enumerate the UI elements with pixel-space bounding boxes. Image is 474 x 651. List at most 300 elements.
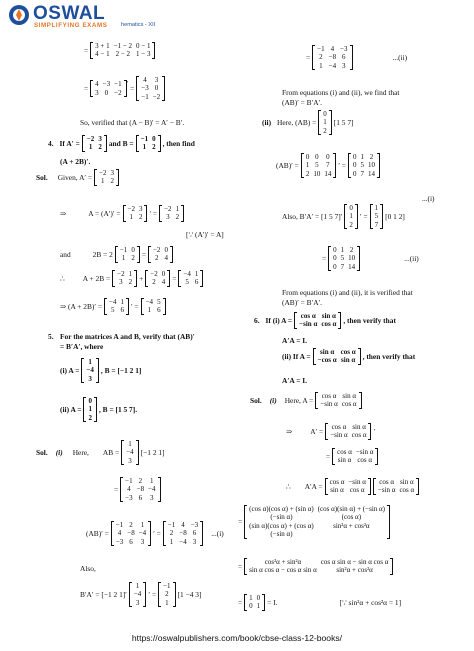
matrix-cell: −3	[141, 84, 149, 93]
matrix-cell: 10	[348, 254, 356, 263]
matrix-row	[86, 414, 94, 422]
matrix-cell: 1	[305, 161, 310, 170]
matrix-row	[93, 89, 123, 97]
matrix	[312, 45, 352, 70]
matrix-cell: −sin α	[355, 448, 374, 456]
matrix-row	[166, 529, 200, 537]
matrix-row	[331, 254, 357, 262]
matrix-cell: 0	[352, 161, 357, 170]
matrix-grid	[118, 246, 137, 263]
matrix-cell: cos α	[321, 320, 337, 329]
matrix-cell: 1	[128, 270, 133, 278]
matrix-bracket-right	[350, 45, 353, 70]
matrix-cell: 4	[164, 254, 168, 263]
matrix-bracket-right	[173, 582, 176, 607]
matrix-cell: sin α	[320, 348, 335, 356]
matrix	[294, 312, 341, 329]
matrix-row	[347, 212, 355, 220]
matrix-cell: 2	[128, 278, 133, 287]
matrix-row	[318, 392, 358, 400]
matrix-cell: 4	[330, 45, 335, 53]
matrix-cell: (−sin α)	[270, 530, 293, 539]
matrix-row	[115, 270, 134, 278]
matrix-cell: 14	[324, 169, 332, 178]
matrix-row	[347, 204, 355, 212]
matrix-cell: sin α	[337, 456, 352, 465]
transpose-mark: ′	[126, 80, 129, 89]
matrix	[112, 270, 137, 287]
matrix-grid	[328, 478, 368, 495]
question-5-text-2: = B′A′, where	[60, 342, 104, 351]
matrix-row	[139, 143, 158, 151]
matrix-cell: 3	[192, 537, 197, 546]
matrix-grid	[115, 270, 134, 287]
matrix-grid	[124, 440, 135, 465]
matrix-cell	[316, 530, 387, 538]
q5-part-i: (i) A = 1 −4 3 , B = [−1 2 1]	[60, 358, 142, 383]
matrix-cell: 1	[140, 521, 145, 529]
matrix-cell: sin²α + cos²α	[333, 521, 370, 530]
matrix-row	[321, 110, 329, 118]
matrix-bracket-right	[134, 270, 137, 287]
matrix-row	[93, 80, 123, 88]
matrix-cell: 1	[323, 118, 327, 127]
matrix-row	[331, 263, 357, 271]
matrix-bracket-right	[333, 153, 336, 178]
matrix-cell: −8	[179, 529, 187, 538]
matrix-row	[321, 127, 329, 135]
matrix-bracket-right	[148, 521, 151, 546]
matrix-row	[316, 356, 358, 364]
q5-part-ii: (ii) A = 0 1 2 , B = [1 5 7].	[60, 397, 138, 422]
matrix-row	[315, 53, 349, 61]
matrix-cell: −4	[328, 61, 337, 70]
matrix-cell: −1	[115, 521, 124, 529]
matrix-bracket-right	[181, 205, 184, 222]
matrix-cell: sin α	[330, 486, 344, 495]
matrix	[123, 205, 148, 222]
matrix-cell: 0	[333, 246, 337, 254]
matrix-row	[304, 153, 334, 161]
matrix	[148, 246, 173, 263]
two-b-line: and 2B = 2 −1 0 1 2 = −2 0 2 4	[60, 246, 175, 263]
matrix-cell: sin α	[341, 356, 356, 365]
matrix-row	[126, 205, 145, 213]
matrix-cell: cos α	[340, 348, 356, 356]
matrix-cell: 0	[333, 254, 337, 263]
matrix-cell: 3	[135, 598, 140, 607]
matrix-row	[321, 118, 329, 126]
matrix-cell: cos α	[379, 478, 395, 486]
matrix-cell: cos α sin α − sin α cos α	[320, 558, 389, 566]
matrix-grid	[85, 135, 104, 152]
ab-transpose: (AB)′ = −1 2 1 4 −8 −4 −3 6 3 ′ = −1 4 −3 2 −8 6 1 −4 3 ...(i)	[86, 521, 224, 546]
matrix-cell: 3	[119, 278, 123, 287]
matrix	[104, 298, 129, 315]
matrix	[373, 478, 419, 495]
question-6-i: 6. If (i) A = cos α sin α −sin α cos α , then verify that	[254, 312, 396, 329]
matrix-cell: 5	[315, 161, 319, 170]
matrix-cell: −sin α	[320, 400, 338, 409]
question-6-ii: (ii) If A = sin α cos α −cos α sin α , then verify that	[282, 348, 416, 365]
matrix-grid	[247, 558, 390, 575]
matrix-cell: 2	[169, 529, 174, 538]
matrix-cell: 5	[157, 298, 161, 306]
matrix-row	[247, 530, 387, 538]
matrix-row	[315, 45, 349, 53]
matrix-cell: 3	[138, 205, 143, 213]
matrix-cell: cos α	[351, 431, 367, 440]
matrix-row	[328, 486, 368, 494]
matrix-cell: 2	[369, 153, 374, 161]
sol-given: Sol. Given, A′ = −2 3 1 2	[36, 169, 121, 186]
matrix-cell: 1	[121, 254, 126, 263]
matrix-row	[161, 582, 172, 590]
matrix-cell: 1	[256, 602, 261, 611]
matrix	[332, 448, 378, 465]
matrix-grid	[107, 298, 126, 315]
matrix-cell: −3	[340, 45, 348, 53]
q6-i-result: A′A = I.	[282, 336, 307, 345]
matrix-cell: −4	[179, 537, 187, 546]
matrix-cell: −3	[190, 521, 199, 529]
from-equations-1: From equations (i) and (ii), we find that	[282, 88, 400, 97]
matrix-cell: 1	[88, 358, 92, 366]
matrix-cell: −sin α	[348, 478, 366, 486]
matrix-cell: 2	[138, 477, 143, 485]
matrix-row	[84, 375, 96, 383]
matrix-cell: 1	[101, 177, 105, 186]
matrix-cell: −4	[133, 590, 142, 599]
question-4: 4. If A′ = −2 3 1 2 and B = −1 0 1 2 , then find	[48, 135, 195, 152]
matrix-row	[97, 169, 116, 177]
matrix-cell: 4	[161, 278, 166, 287]
matrix-cell: cos α	[349, 486, 365, 495]
from-equations-2: From equations (i) and (ii), it is verified that	[282, 288, 413, 297]
matrix-cell: 0	[164, 246, 168, 254]
matrix-grid	[132, 582, 143, 607]
matrix-cell: 4	[181, 521, 185, 529]
matrix-row	[335, 448, 375, 456]
brand-name: OSWAL	[33, 3, 106, 24]
matrix-grid	[144, 298, 163, 315]
matrix-cell: −sin α	[299, 320, 318, 329]
matrix-grid	[335, 448, 375, 465]
matrix-cell: 2	[323, 126, 327, 135]
matrix-cell: 7	[360, 169, 364, 178]
matrix-cell: cos α	[331, 423, 347, 431]
matrix-cell: sin α cos α − cos α sin α	[249, 566, 317, 575]
matrix-row	[93, 42, 152, 50]
matrix-cell: 6	[192, 529, 197, 538]
matrix-cell: 7	[374, 220, 379, 229]
matrix-row	[132, 590, 143, 598]
matrix-cell: cos α	[329, 478, 345, 486]
a-transpose-line: ⇒ A = (A′)′ = −2 3 1 2 ′ = −2 1 3 2	[60, 205, 186, 222]
matrix-grid	[247, 594, 262, 611]
matrix-cell: −1	[119, 246, 128, 254]
matrix-cell: 0	[161, 270, 166, 278]
matrix-cell: cos α	[341, 400, 357, 409]
matrix-grid	[148, 270, 167, 287]
matrix-cell: 0	[326, 153, 330, 161]
matrix-bracket-right	[358, 348, 361, 365]
matrix-row	[123, 485, 157, 493]
r-ab-transpose: (AB)′ = 0 0 0 1 5 7 2 10 14 ′ = 0 1 2 0 5 10 0 7 14	[276, 153, 382, 178]
matrix-row	[151, 254, 170, 262]
matrix	[163, 521, 203, 546]
matrix-grid	[139, 135, 158, 152]
matrix-cell: 1	[88, 143, 93, 152]
matrix	[318, 110, 332, 135]
matrix-grid	[86, 397, 94, 422]
from-equations-1b: (AB)′ = B′A′.	[282, 98, 323, 107]
matrix-grid	[84, 358, 96, 383]
matrix-row	[304, 170, 334, 178]
matrix	[121, 440, 138, 465]
matrix-bracket-right	[368, 423, 371, 440]
matrix-row	[373, 212, 381, 220]
matrix-cell: 2	[175, 213, 180, 222]
matrix-bracket-right	[329, 110, 332, 135]
matrix-cell: −2	[164, 205, 172, 213]
matrix-cell: cos α	[399, 486, 415, 495]
matrix-cell: 0	[154, 84, 159, 93]
matrix-cell: 2	[165, 590, 169, 599]
matrix-row	[351, 153, 377, 161]
r-part-ii: (ii) Here, (AB) = 0 1 2 [1 5 7]	[262, 110, 354, 135]
matrix-cell: sin α	[342, 392, 357, 400]
matrix-cell: 6	[138, 493, 143, 502]
verified-text: So, verified that (A − B)′ = A′ − B′.	[80, 118, 185, 127]
matrix	[94, 169, 119, 186]
matrix-row	[114, 529, 148, 537]
matrix-grid	[123, 477, 157, 502]
matrix-cell: 6	[194, 278, 199, 287]
r-a-prime: ⇒ A′ = cos α sin α −sin α cos α ′	[286, 423, 376, 440]
matrix-bracket-right	[200, 521, 203, 546]
matrix-cell: cos α	[337, 448, 352, 456]
matrix-row	[161, 590, 172, 598]
matrix-row	[124, 448, 135, 456]
matrix-cell: 6	[129, 537, 133, 546]
matrix	[244, 594, 265, 611]
matrix	[159, 205, 184, 222]
r-ref-i: ...(i)	[422, 194, 435, 203]
matrix-row	[247, 505, 387, 513]
matrix-grid	[162, 205, 181, 222]
matrix-row	[148, 278, 167, 286]
subject-label: hematics - XII	[121, 22, 156, 28]
matrix-grid	[139, 76, 162, 101]
matrix-cell: 1	[249, 594, 253, 602]
matrix-row	[373, 221, 381, 229]
matrix-cell: 2	[152, 278, 156, 287]
matrix-grid	[161, 582, 172, 607]
matrix-cell: 1 − 3	[136, 50, 151, 59]
matrix-bracket-right	[357, 246, 360, 271]
matrix-cell: 6	[157, 306, 161, 315]
matrix-grid	[376, 478, 416, 495]
matrix-row	[115, 278, 134, 286]
matrix-cell: 2 − 2	[115, 50, 131, 59]
eq-line-2: = 4 −3 −1 3 0 −2 ′ = 4 3 −3 0 −1 −2	[84, 76, 167, 101]
matrix-cell: 0 − 1	[136, 42, 151, 50]
matrix	[348, 153, 380, 178]
matrix-row	[376, 478, 416, 486]
matrix-cell: (cos α)	[341, 513, 362, 522]
matrix	[301, 153, 337, 178]
matrix	[90, 42, 155, 59]
matrix-cell: 2	[129, 521, 133, 529]
matrix-cell: 3	[150, 493, 154, 502]
matrix	[141, 298, 166, 315]
matrix-cell: 0	[352, 169, 357, 178]
matrix-cell: −1	[141, 92, 149, 101]
matrix-cell: −4	[183, 270, 191, 278]
matrix	[111, 521, 151, 546]
matrix	[325, 423, 371, 440]
matrix-row	[132, 599, 143, 607]
matrix-cell: 1	[142, 143, 147, 152]
question-5-text: For the matrices A and B, verify that (AB)′	[60, 332, 195, 341]
eq-line-1: = 3 + 1 −1 − 2 0 − 1 4 − 1 2 − 2 1 − 3	[84, 42, 157, 59]
ab-result: = −1 2 1 4 −8 −4 −3 6 3	[114, 477, 163, 502]
matrix-row	[126, 213, 145, 221]
matrix-bracket-right	[380, 204, 383, 229]
matrix-cell: 3	[88, 374, 92, 383]
matrix-cell: −sin α	[377, 486, 396, 495]
matrix-grid	[181, 270, 200, 287]
matrix-row	[315, 62, 349, 70]
matrix-cell: 3 + 1	[95, 42, 110, 50]
matrix-bracket-right	[162, 76, 165, 101]
matrix	[81, 358, 99, 383]
r-line-1: = −1 4 −3 2 −8 6 1 −4 3 ...(ii)	[306, 45, 408, 70]
matrix-cell: −4	[109, 298, 117, 306]
matrix-bracket-right	[377, 153, 380, 178]
matrix-cell: 0	[131, 246, 135, 254]
matrix-cell: 2	[131, 254, 135, 263]
matrix-cell: 2	[154, 254, 159, 263]
matrix	[325, 478, 371, 495]
matrix-row	[118, 254, 137, 262]
matrix-bracket-right	[152, 42, 155, 59]
matrix-row	[139, 135, 158, 143]
matrix-bracket-right	[375, 448, 378, 465]
matrix-row	[124, 457, 135, 465]
matrix-cell: 0	[333, 262, 337, 271]
from-equations-2b: (AB)′ = B′A′.	[282, 298, 323, 307]
matrix-row	[97, 177, 116, 185]
matrix-row	[84, 366, 96, 374]
matrix-cell: 2	[88, 413, 92, 422]
matrix-cell: 1	[169, 537, 174, 546]
matrix-cell: (cos α)(cos α) + (sin α)	[249, 505, 314, 513]
matrix-grid	[97, 169, 116, 186]
matrix-cell: 1	[319, 61, 323, 70]
matrix-row	[318, 400, 358, 408]
matrix-row	[107, 306, 126, 314]
matrix-row	[316, 348, 358, 356]
matrix-cell: 1	[88, 405, 92, 414]
matrix-row	[107, 298, 126, 306]
matrix-grid	[373, 204, 381, 229]
matrix-grid	[151, 246, 170, 263]
matrix-row	[347, 221, 355, 229]
matrix	[315, 392, 361, 409]
matrix-cell: 1	[135, 582, 140, 590]
matrix-cell: 1	[147, 306, 152, 315]
matrix-cell: 3	[128, 456, 132, 465]
question-4-find: (A + 2B)′.	[60, 157, 91, 166]
matrix-bracket-right	[116, 169, 119, 186]
r-expand-1: = (cos α)(cos α) + (sin α) (cos α)(sin α) + (−sin α) (−sin α) (cos α) (sin α)(cos α) + (cos α) sin²α + cos²α (−sin α)	[238, 505, 392, 539]
matrix-cell: (−sin α)	[270, 513, 293, 522]
matrix	[82, 135, 107, 152]
matrix-row	[86, 397, 94, 405]
matrix-row	[85, 143, 104, 151]
q6-ii-result: A′A = I.	[282, 376, 307, 385]
matrix	[136, 76, 165, 101]
matrix-grid	[318, 392, 358, 409]
matrix-row	[247, 602, 262, 610]
matrix-cell: −1	[114, 80, 122, 89]
matrix	[244, 505, 390, 539]
matrix-cell: 3	[110, 169, 114, 177]
matrix	[178, 270, 203, 287]
matrix-grid	[328, 423, 368, 440]
matrix-cell: −1	[167, 521, 176, 529]
matrix-row	[85, 135, 104, 143]
matrix-cell: 7	[340, 262, 345, 271]
also-label: Also,	[80, 564, 96, 573]
matrix-cell: 4	[143, 76, 147, 84]
matrix-cell: −8	[136, 485, 145, 494]
footer-url[interactable]: https://oswalpublishers.com/book/cbse-class-12-books/	[131, 633, 343, 643]
matrix-grid	[331, 246, 357, 271]
matrix	[83, 397, 97, 422]
matrix-row	[376, 486, 416, 494]
matrix-grid	[247, 505, 387, 539]
matrix-cell: −2	[127, 205, 135, 213]
matrix-cell: 5	[110, 306, 115, 315]
matrix-bracket-right	[137, 246, 140, 263]
matrix-cell: 2	[349, 220, 353, 229]
matrix-row	[297, 320, 338, 328]
matrix-cell: cos α	[357, 456, 373, 465]
matrix-bracket-right	[144, 205, 147, 222]
matrix-cell: cos α	[321, 392, 337, 400]
matrix-cell: 5	[340, 254, 345, 263]
matrix-bracket-right	[338, 312, 341, 329]
matrix-cell: sin²α + cos²α	[336, 566, 373, 575]
matrix-cell: 2	[152, 143, 156, 152]
matrix-grid	[93, 42, 152, 59]
matrix-cell: 0	[323, 110, 327, 118]
matrix-row	[247, 522, 387, 530]
matrix-cell: −8	[328, 53, 337, 62]
matrix-cell: −4	[145, 298, 154, 306]
matrix-row	[335, 456, 375, 464]
matrix	[328, 246, 360, 271]
matrix	[244, 558, 393, 575]
matrix-row	[118, 246, 137, 254]
matrix-bracket-right	[94, 397, 97, 422]
matrix-bracket-right	[170, 246, 173, 263]
matrix-row	[148, 270, 167, 278]
matrix-row	[144, 298, 163, 306]
